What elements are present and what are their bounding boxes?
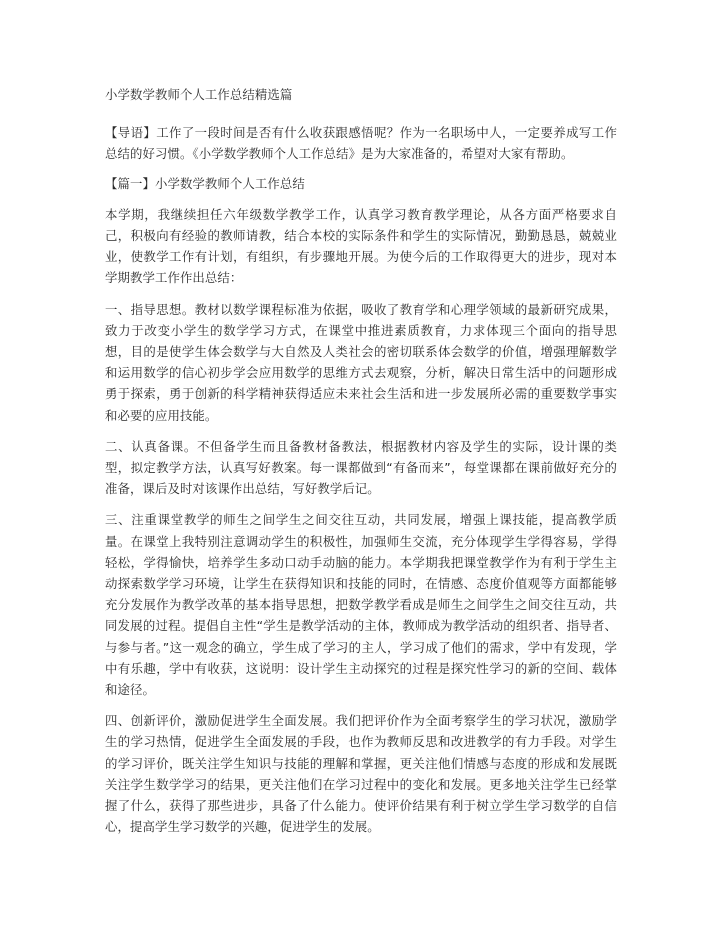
body-paragraph-evaluation: 四、创新评价，激励促进学生全面发展。我们把评价作为全面考察学生的学习状况，激励学生的学习热情，促进学生全面发展的手段，也作为教师反思和改进教学的有力手段。对学生的学习评价，既关注学生知识与技能的理解和掌握，更关注他们情感与态度的形成和发展既关注学生数学学习的结果，更关注他们在学习过程中的变化和发展。更多地关注学生已经掌握了什么，获得了那些进步，具备了什么能力。使评价结果有利于树立学生学习数学的自信心，提高学生学习数学的兴趣，促进学生的发展。 (105, 713, 617, 835)
intro-paragraph: 【导语】工作了一段时间是否有什么收获跟感悟呢？作为一名职场中人，一定要养成写工作总结的好习惯。《小学数学教师个人工作总结》是为大家准备的，希望对大家有帮助。 (105, 125, 617, 162)
body-paragraph-guiding-principles: 一、指导思想。教材以数学课程标准为依据，吸收了教育学和心理学领域的最新研究成果，致力于改变小学生的数学学习方式，在课堂中推进素质教育，力求体现三个面向的指导思想，目的是使学生体会数学与大自然及人类社会的密切联系体会数学的价值，增强理解数学和运用数学的信心初步学会应用数学的思维方式去观察，分析，解决日常生活中的问题形成勇于探索，勇于创新的科学精神获得适应未来社会生活和进一步发展所必需的重要数学事实和必要的应用技能。 (105, 301, 617, 423)
document-body (105, 84, 617, 848)
body-paragraph-classroom-interaction: 三、注重课堂教学的师生之间学生之间交往互动，共同发展，增强上课技能，提高教学质量。在课堂上我特别注意调动学生的积极性，加强师生交流，充分体现学生学得容易，学得轻松，学得愉快，培养学生多动口动手动脑的能力。本学期我把课堂教学作为有利于学生主动探索数学学习环境，让学生在获得知识和技能的同时，在情感、态度价值观等方面都能够充分发展作为教学改革的基本指导思想，把数学教学看成是师生之间学生之间交往互动，共同发展的过程。提倡自主性“学生是教学活动的主体，教师成为教学活动的组织者、指导者、与参与者。”这一观念的确立，学生成了学习的主人，学习成了他们的需求，学中有发现，学中有乐趣，学中有收获，这说明：设计学生主动探究的过程是探究性学习的新的空间、载体和途径。 (105, 512, 617, 698)
body-paragraph-lesson-preparation: 二、认真备课。不但备学生而且备教材备教法，根据教材内容及学生的实际，设计课的类型，拟定教学方法，认真写好教案。每一课都做到“有备而来”，每堂课都在课前做好充分的准备，课后及时对该课作出总结，写好教学后记。 (105, 438, 617, 497)
body-paragraph-overview: 本学期，我继续担任六年级数学教学工作，认真学习教育教学理论，从各方面严格要求自己，积极向有经验的教师请教，结合本校的实际条件和学生的实际情况，勤勤恳恳，兢兢业业，使教学工作有计划，有组织，有步骤地开展。为使今后的工作取得更大的进步，现对本学期教学工作作出总结： (105, 206, 617, 286)
document-title: 小学数学教师个人工作总结精选篇 (105, 87, 293, 102)
section-heading: 【篇一】小学数学教师个人工作总结 (105, 175, 305, 191)
